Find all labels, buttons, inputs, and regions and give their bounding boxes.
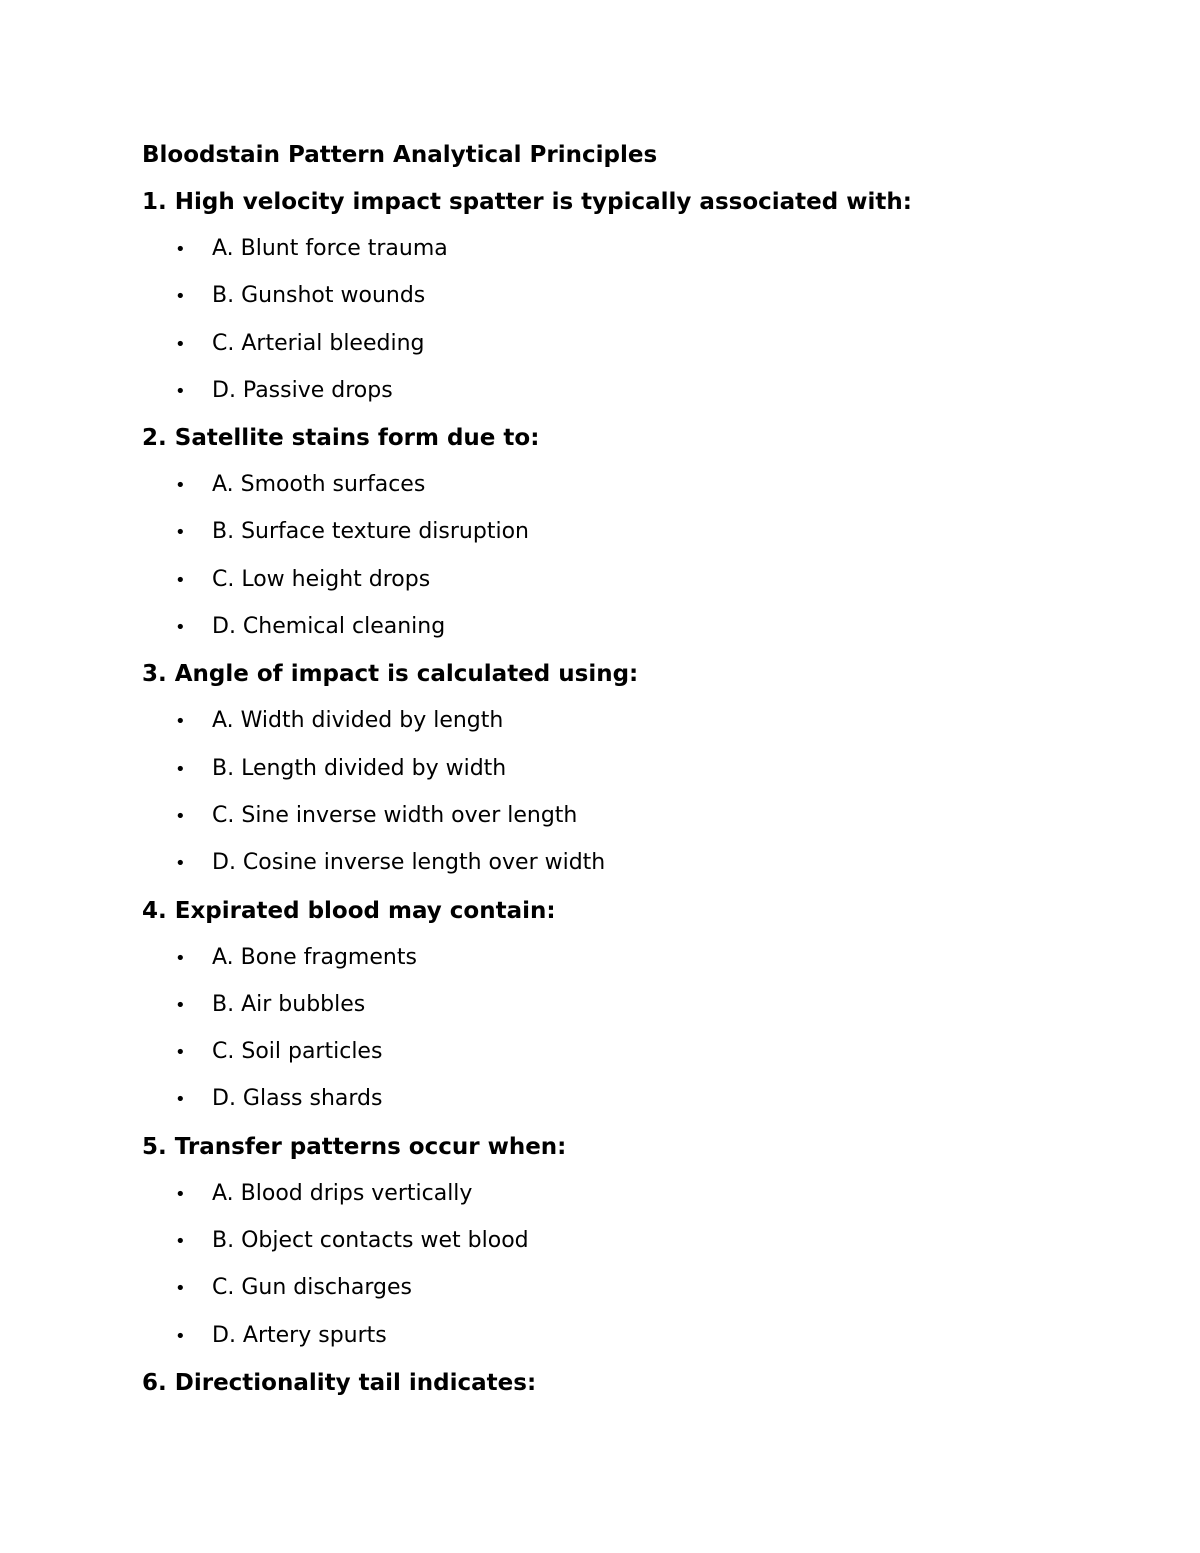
option-item bbox=[142, 1177, 1102, 1211]
option-text: A. Width divided by length bbox=[212, 708, 504, 734]
option-text: A. Smooth surfaces bbox=[212, 472, 426, 498]
question-text: 3. Angle of impact is calculated using: bbox=[142, 661, 639, 688]
option-item bbox=[142, 515, 1102, 549]
question-text: 2. Satellite stains form due to: bbox=[142, 425, 540, 452]
option-item bbox=[142, 1319, 1102, 1353]
bullet-icon: • bbox=[175, 947, 186, 969]
question-3 bbox=[142, 657, 1102, 880]
options-list bbox=[142, 941, 1102, 1117]
bullet-icon: • bbox=[175, 380, 186, 402]
option-item bbox=[142, 752, 1102, 786]
bullet-icon: • bbox=[175, 1325, 186, 1347]
options-list bbox=[142, 704, 1102, 880]
bullet-icon: • bbox=[175, 1042, 186, 1064]
option-text: D. Glass shards bbox=[212, 1086, 383, 1112]
question-5 bbox=[142, 1130, 1102, 1353]
option-item bbox=[142, 1224, 1102, 1258]
bullet-icon: • bbox=[175, 805, 186, 827]
bullet-icon: • bbox=[175, 1278, 186, 1300]
bullet-icon: • bbox=[175, 239, 186, 260]
option-item bbox=[142, 1271, 1102, 1305]
option-text: C. Soil particles bbox=[212, 1039, 383, 1065]
option-text: A. Bone fragments bbox=[212, 944, 417, 970]
options-list bbox=[142, 1177, 1102, 1353]
question-2 bbox=[142, 421, 1102, 644]
question-text: 6. Directionality tail indicates: bbox=[142, 1369, 537, 1396]
bullet-icon: • bbox=[175, 1089, 186, 1111]
option-text: B. Surface texture disruption bbox=[212, 519, 529, 545]
question-text: 4. Expirated blood may contain: bbox=[142, 897, 556, 924]
option-text: D. Cosine inverse length over width bbox=[212, 850, 606, 876]
option-item bbox=[142, 232, 1102, 266]
bullet-icon: • bbox=[175, 286, 186, 308]
question-6 bbox=[142, 1366, 1102, 1400]
bullet-icon: • bbox=[175, 333, 186, 355]
option-item bbox=[142, 468, 1102, 502]
question-1 bbox=[142, 185, 1102, 408]
option-item bbox=[142, 704, 1102, 738]
document-title: Bloodstain Pattern Analytical Principles bbox=[142, 142, 658, 168]
bullet-icon: • bbox=[175, 569, 186, 591]
option-item bbox=[142, 799, 1102, 833]
option-text: A. Blood drips vertically bbox=[212, 1180, 473, 1206]
option-text: B. Length divided by width bbox=[212, 755, 507, 781]
document-page bbox=[142, 138, 1102, 1413]
option-text: A. Blunt force trauma bbox=[212, 236, 448, 261]
question-text: 5. Transfer patterns occur when: bbox=[142, 1133, 567, 1160]
question-4 bbox=[142, 894, 1102, 1117]
option-text: B. Air bubbles bbox=[212, 991, 366, 1017]
question-text: 1. High velocity impact spatter is typically associated with: bbox=[142, 189, 912, 215]
option-text: D. Artery spurts bbox=[212, 1322, 387, 1348]
bullet-icon: • bbox=[175, 853, 186, 875]
bullet-icon: • bbox=[175, 711, 186, 733]
option-text: C. Low height drops bbox=[212, 566, 431, 592]
bullet-icon: • bbox=[175, 758, 186, 780]
bullet-icon: • bbox=[175, 522, 186, 544]
bullet-icon: • bbox=[175, 1183, 186, 1205]
bullet-icon: • bbox=[175, 475, 186, 497]
option-item bbox=[142, 941, 1102, 975]
option-item bbox=[142, 1035, 1102, 1069]
option-item bbox=[142, 279, 1102, 313]
option-item bbox=[142, 1082, 1102, 1116]
option-item bbox=[142, 374, 1102, 408]
option-text: B. Gunshot wounds bbox=[212, 283, 426, 309]
bullet-icon: • bbox=[175, 994, 186, 1016]
option-text: B. Object contacts wet blood bbox=[212, 1228, 529, 1254]
option-item bbox=[142, 563, 1102, 597]
option-text: C. Arterial bleeding bbox=[212, 330, 425, 356]
option-text: C. Sine inverse width over length bbox=[212, 802, 578, 828]
option-item bbox=[142, 988, 1102, 1022]
options-list bbox=[142, 468, 1102, 644]
option-text: C. Gun discharges bbox=[212, 1275, 412, 1301]
options-list bbox=[142, 232, 1102, 408]
option-text: D. Passive drops bbox=[212, 377, 393, 403]
bullet-icon: • bbox=[175, 617, 186, 639]
option-item bbox=[142, 846, 1102, 880]
bullet-icon: • bbox=[175, 1231, 186, 1253]
option-item bbox=[142, 610, 1102, 644]
option-text: D. Chemical cleaning bbox=[212, 614, 446, 640]
option-item bbox=[142, 327, 1102, 361]
